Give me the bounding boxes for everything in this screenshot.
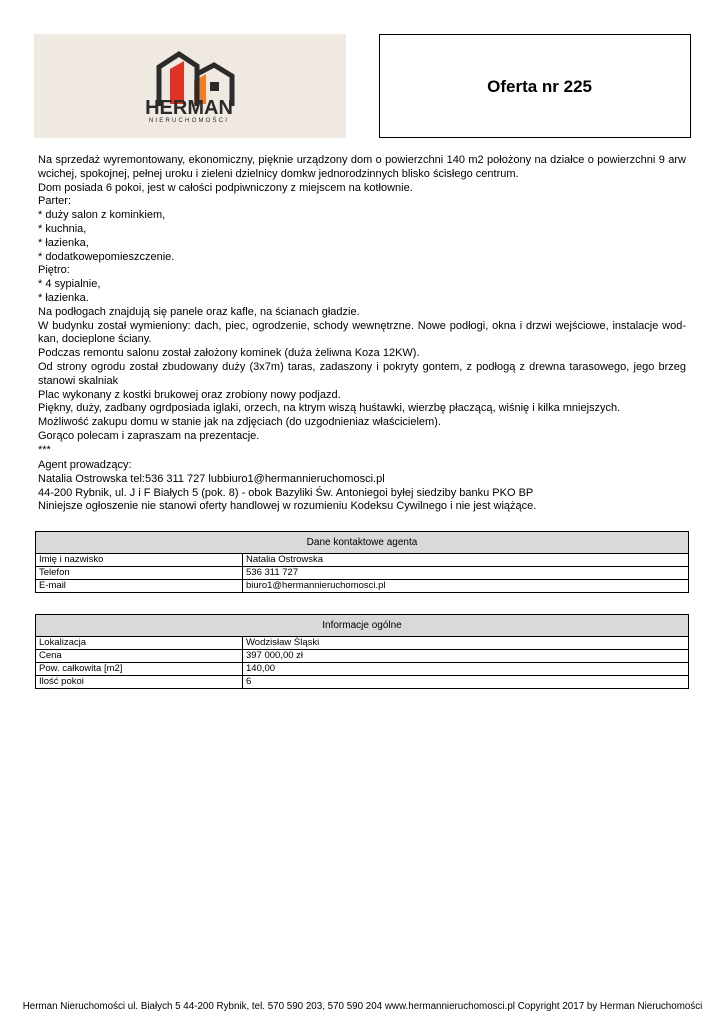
description-rooms: Dom posiada 6 pokoi, jest w całości podpiwniczony z miejscem na kotłownie.: [38, 181, 413, 194]
table-cell-label: E-mail: [36, 580, 243, 593]
table-header-row: [36, 532, 689, 554]
agent-address: 44-200 Rybnik, ul. J i F Białych 5 (pok. 8) - obok Bazyliki Św. Antoniegoi byłej siedziby banku PKO BP: [38, 486, 534, 499]
offer-title-box: [379, 34, 691, 138]
table-cell-label: Telefon: [36, 567, 243, 580]
list-item: * duży salon z kominkiem,: [38, 209, 166, 222]
table-cell-label: Imię i nazwisko: [36, 554, 243, 567]
description-intro: Na sprzedaż wyremontowany, ekonomiczny, pięknie urządzony dom o powierzchni 140 m2 położony na działce o powierzchni 9 arw wcichej, spokojnej, pełnej uroku i zieleni dzielnicy domkw jednorodzinnych blisko ścisłego centrum.: [38, 154, 686, 180]
description-terrace: Od strony ogrodu został zbudowany duży (3x7m) taras, zadaszony i pokryty gontem, z podłogą z drewna tarasowego, jego brzeg stanowi skalniak: [38, 360, 686, 387]
table-header: Dane kontaktowe agenta: [36, 532, 689, 554]
table-cell-value: 6: [243, 676, 689, 689]
table-cell-label: Lokalizacja: [36, 637, 243, 650]
table-cell-value: Natalia Ostrowska: [243, 554, 689, 567]
parter-label: Parter:: [38, 195, 72, 208]
logo-window: [210, 82, 219, 91]
list-item: * łazienka.: [38, 291, 89, 304]
table-row: [36, 567, 689, 580]
table-cell-value: 140,00: [243, 663, 689, 676]
table-cell-label: Pow. całkowita [m2]: [36, 663, 243, 676]
agent-disclaimer: Niniejsze ogłoszenie nie stanowi oferty handlowej w rozumieniu Kodeksu Cywilnego i nie jest wiążące.: [38, 500, 537, 513]
logo-panel: [34, 34, 346, 138]
description-invite: Gorąco polecam i zapraszam na prezentacje.: [38, 429, 260, 442]
agent-contact: Natalia Ostrowska tel:536 311 727 lubbiuro1@hermannieruchomosci.pl: [38, 472, 385, 485]
table-header-row: [36, 615, 689, 637]
list-item: * dodatkowepomieszczenie.: [38, 250, 175, 263]
table-row: [36, 650, 689, 663]
email-value[interactable]: biuro1@hermannieruchomosci.pl: [243, 580, 689, 593]
list-item: * 4 sypialnie,: [38, 278, 101, 291]
logo-brand-text: HERMAN: [145, 97, 233, 119]
description-garden: Piękny, duży, zadbany ogrdposiada iglaki, orzech, na ktrym wiszą huśtawki, wierzbę płaczącą, wiśnię i kilka mniejszych.: [38, 402, 621, 415]
list-item: * kuchnia,: [38, 222, 87, 235]
table-cell-value: Wodzisław Śląski: [243, 637, 689, 650]
description-replaced: W budynku został wymieniony: dach, piec, ogrodzenie, schody wewnętrzne. Nowe podłogi, okna i drzwi wejściowe, instalacje wod-kan, docieplone ściany.: [38, 319, 686, 346]
description-stars: ***: [38, 443, 51, 456]
agent-info: [38, 459, 688, 514]
list-item: * łazienka,: [38, 236, 89, 249]
table-row: [36, 637, 689, 650]
house-logo-icon: [34, 34, 346, 138]
page-footer: Herman Nieruchomości ul. Białych 5 44-200 Rybnik, tel. 570 590 203, 570 590 204 www.hermannieruchomosci.pl Copyright 2017 by Herman Nieruchomości: [22, 1001, 703, 1012]
agent-contact-table: [35, 531, 689, 593]
description-floors: Na podłogach znajdują się panele oraz kafle, na ścianach gładzie.: [38, 305, 360, 318]
table-cell-value: 397 000,00 zł: [243, 650, 689, 663]
table-row: [36, 580, 689, 593]
agent-label: Agent prowadzący:: [38, 459, 132, 471]
description-driveway: Plac wykonany z kostki brukowej oraz zrobiony nowy podjazd.: [38, 388, 341, 401]
description-furnished: Możliwość zakupu domu w stanie jak na zdjęciach (do uzgodnieniaz właścicielem).: [38, 416, 441, 429]
table-cell-label: Cena: [36, 650, 243, 663]
table-row: [36, 676, 689, 689]
general-info-table: [35, 614, 689, 689]
table-cell-label: Ilość pokoi: [36, 676, 243, 689]
offer-title: Oferta nr 225: [487, 77, 592, 96]
description-fireplace: Podczas remontu salonu został założony kominek (duża żeliwna Koza 12KW).: [38, 347, 420, 360]
logo-subtitle-text: NIERUCHOMOŚCI: [148, 118, 230, 124]
table-header: Informacje ogólne: [36, 615, 689, 637]
pietro-label: Piętro:: [38, 264, 70, 277]
table-row: [36, 663, 689, 676]
table-cell-value: 536 311 727: [243, 567, 689, 580]
offer-description: [38, 154, 686, 458]
table-row: [36, 554, 689, 567]
